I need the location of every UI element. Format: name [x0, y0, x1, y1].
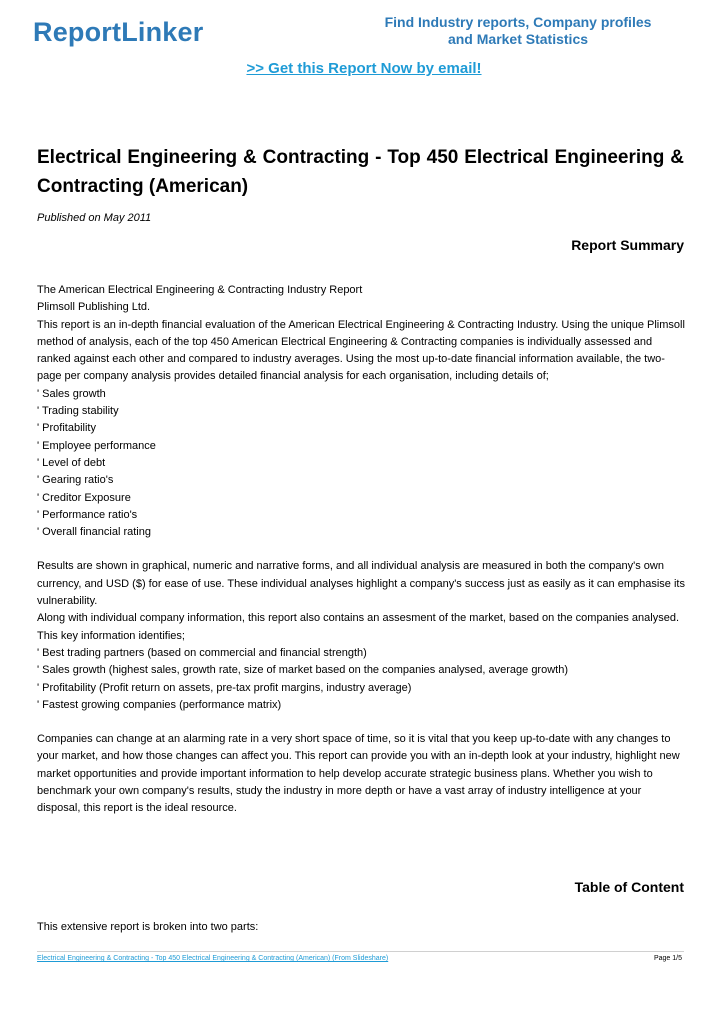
footer-divider	[37, 951, 684, 952]
summary-line: ' Overall financial rating	[37, 526, 151, 539]
report-title: Electrical Engineering & Contracting - Top 450 Electrical Engineering & Contracting (American)	[37, 147, 684, 197]
summary-line: ' Sales growth (highest sales, growth rate, size of market based on the companies analysed, average growth)	[37, 664, 568, 677]
summary-line: ' Sales growth	[37, 387, 106, 400]
table-of-content-heading: Table of Content	[574, 879, 684, 895]
summary-line: Results are shown in graphical, numeric and narrative forms, and all individual analysis are measured in both the company's own currency, and USD ($) for ease of use. These individual analyses highlight a company's success just as easily as it can emphasise its vulnerability.	[37, 560, 685, 608]
reportlinker-logo[interactable]: ReportLinker	[33, 17, 204, 47]
summary-line: Along with individual company information, this report also contains an assesment of the market, based on the companies analysed.	[37, 612, 680, 625]
summary-line: ' Gearing ratio's	[37, 474, 114, 487]
summary-line: This key information identifies;	[37, 629, 185, 642]
summary-line: The American Electrical Engineering & Contracting Industry Report	[37, 284, 363, 296]
toc-intro-text: This extensive report is broken into two parts:	[37, 921, 259, 933]
tagline-line-1: Find Industry reports, Company profiles	[384, 14, 652, 30]
get-report-email-link[interactable]: >> Get this Report Now by email!	[246, 60, 482, 77]
summary-line: ' Employee performance	[37, 439, 156, 452]
summary-line: Plimsoll Publishing Ltd.	[37, 301, 151, 314]
footer-source-link[interactable]: Electrical Engineering & Contracting - Top 450 Electrical Engineering & Contracting (American) (From Slideshare)	[37, 955, 389, 962]
summary-line: ' Profitability (Profit return on assets, pre-tax profit margins, industry average)	[37, 681, 412, 694]
report-summary-heading: Report Summary	[571, 237, 684, 253]
summary-line: ' Profitability	[37, 422, 96, 435]
summary-spacer	[37, 541, 687, 558]
report-summary-body	[37, 282, 687, 818]
page-number: Page 1/5	[653, 955, 682, 962]
tagline-line-2: and Market Statistics	[447, 31, 589, 47]
summary-line: ' Fastest growing companies (performance matrix)	[37, 698, 282, 711]
summary-line: Companies can change at an alarming rate in a very short space of time, so it is vital that you keep up-to-date with any changes to your market, and how those changes can affect you. This report can provide you with an in-depth look at your industry, highlight new market opportunities and provide important information to help develop accurate strategic business plans. Whether you wish to benchmark your own company's results, study the industry in more depth or have a vast array of industry intelligence at your disposal, this report is the ideal resource.	[37, 733, 680, 815]
summary-line: ' Performance ratio's	[37, 508, 138, 521]
summary-line: This report is an in-depth financial evaluation of the American Electrical Engineering & Contracting Industry. Using the unique Plimsoll method of analysis, each of the top 450 American Electrical Engineering & Contracting companies is individually assessed and ranked against each other and compared to industry averages. Using the most up-to-date financial information available, the two-page per company analysis provides detailed financial analysis for each organisation, including details of;	[37, 318, 685, 383]
summary-line: ' Trading stability	[37, 405, 119, 418]
summary-line: ' Best trading partners (based on commercial and financial strength)	[37, 646, 367, 659]
summary-line: ' Creditor Exposure	[37, 491, 131, 504]
published-date: Published on May 2011	[37, 212, 152, 224]
site-tagline	[378, 14, 658, 48]
summary-line: ' Level of debt	[37, 456, 106, 469]
summary-spacer	[37, 714, 687, 731]
